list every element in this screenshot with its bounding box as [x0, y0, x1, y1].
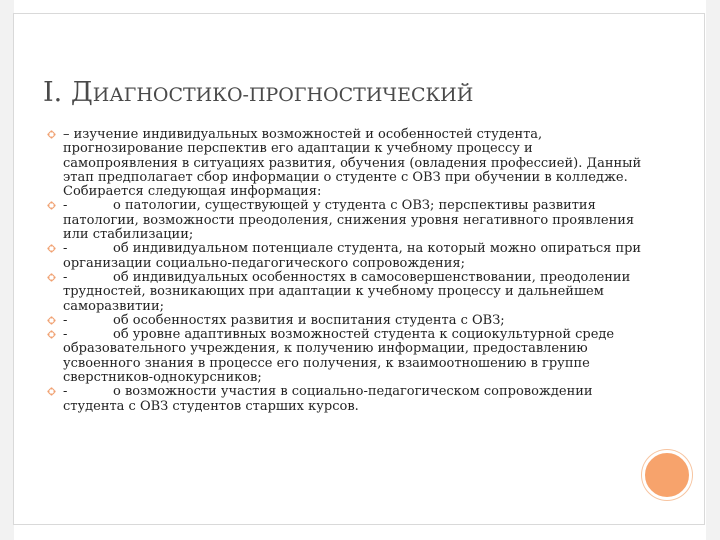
flower-bullet-icon [47, 330, 56, 339]
bullet-item [47, 328, 647, 385]
bullet-text: об индивидуальных особенностях в самосовершенствовании, преодолении трудностей, возникающих при адаптации к учебному процессу и дальнейшем саморазвитии; [63, 269, 631, 314]
bullet-dash: - [63, 198, 68, 214]
title-lead: I. Д [43, 77, 93, 108]
bullet-text: о возможности участия в социально-педагогическом сопровождении студента с ОВЗ студентов старших курсов. [63, 384, 593, 414]
bullet-item [47, 385, 647, 414]
bullet-item [47, 271, 647, 314]
flower-bullet-icon [47, 244, 56, 253]
flower-bullet-icon [47, 201, 56, 210]
bullet-text: об уровне адаптивных возможностей студента к социокультурной среде образовательного учреждения, к получению информации, предоставлению усвоенного знания в процессе его получения, к взаимоотношению в группе сверстников-однокурсников; [63, 327, 615, 386]
slide-title [43, 76, 473, 112]
bullet-text: о патологии, существующей у студента с ОВЗ; перспективы развития патологии, возможности преодоления, снижения уровня негативного проявления или стабилизации; [63, 198, 635, 243]
left-margin-bar [0, 0, 14, 540]
decorative-circle [642, 450, 692, 500]
flower-bullet-icon [47, 273, 56, 282]
title-rest: ИАГНОСТИКО-ПРОГНОСТИЧЕСКИЙ [92, 84, 474, 106]
flower-bullet-icon [47, 387, 56, 396]
bullet-text: об особенностях развития и воспитания студента с ОВЗ; [113, 312, 505, 328]
bullet-dash: - [63, 312, 68, 328]
bullet-item [47, 199, 647, 242]
bullet-dash: - [63, 384, 68, 400]
bullet-item [47, 242, 647, 271]
bullet-dash: - [63, 241, 68, 257]
bullet-list [47, 128, 647, 414]
bullet-item [47, 314, 647, 328]
flower-bullet-icon [47, 316, 56, 325]
flower-bullet-icon [47, 130, 56, 139]
bullet-dash: - [63, 327, 68, 343]
bullet-item [47, 128, 647, 199]
bullet-text: об индивидуальном потенциале студента, на который можно опираться при организации социально-педагогического сопровождения; [63, 241, 642, 271]
right-margin-bar [706, 0, 720, 540]
bullet-text: – изучение индивидуальных возможностей и особенностей студента, прогнозирование перспектив его адаптации к учебному процессу и самопроявления в ситуациях развития, обучения (овладения профессией). Данный этап предполагает сбор информации о студенте с ОВЗ при обучении в колледже. Собирается следующая информация: [63, 127, 642, 200]
bullet-dash: - [63, 269, 68, 285]
